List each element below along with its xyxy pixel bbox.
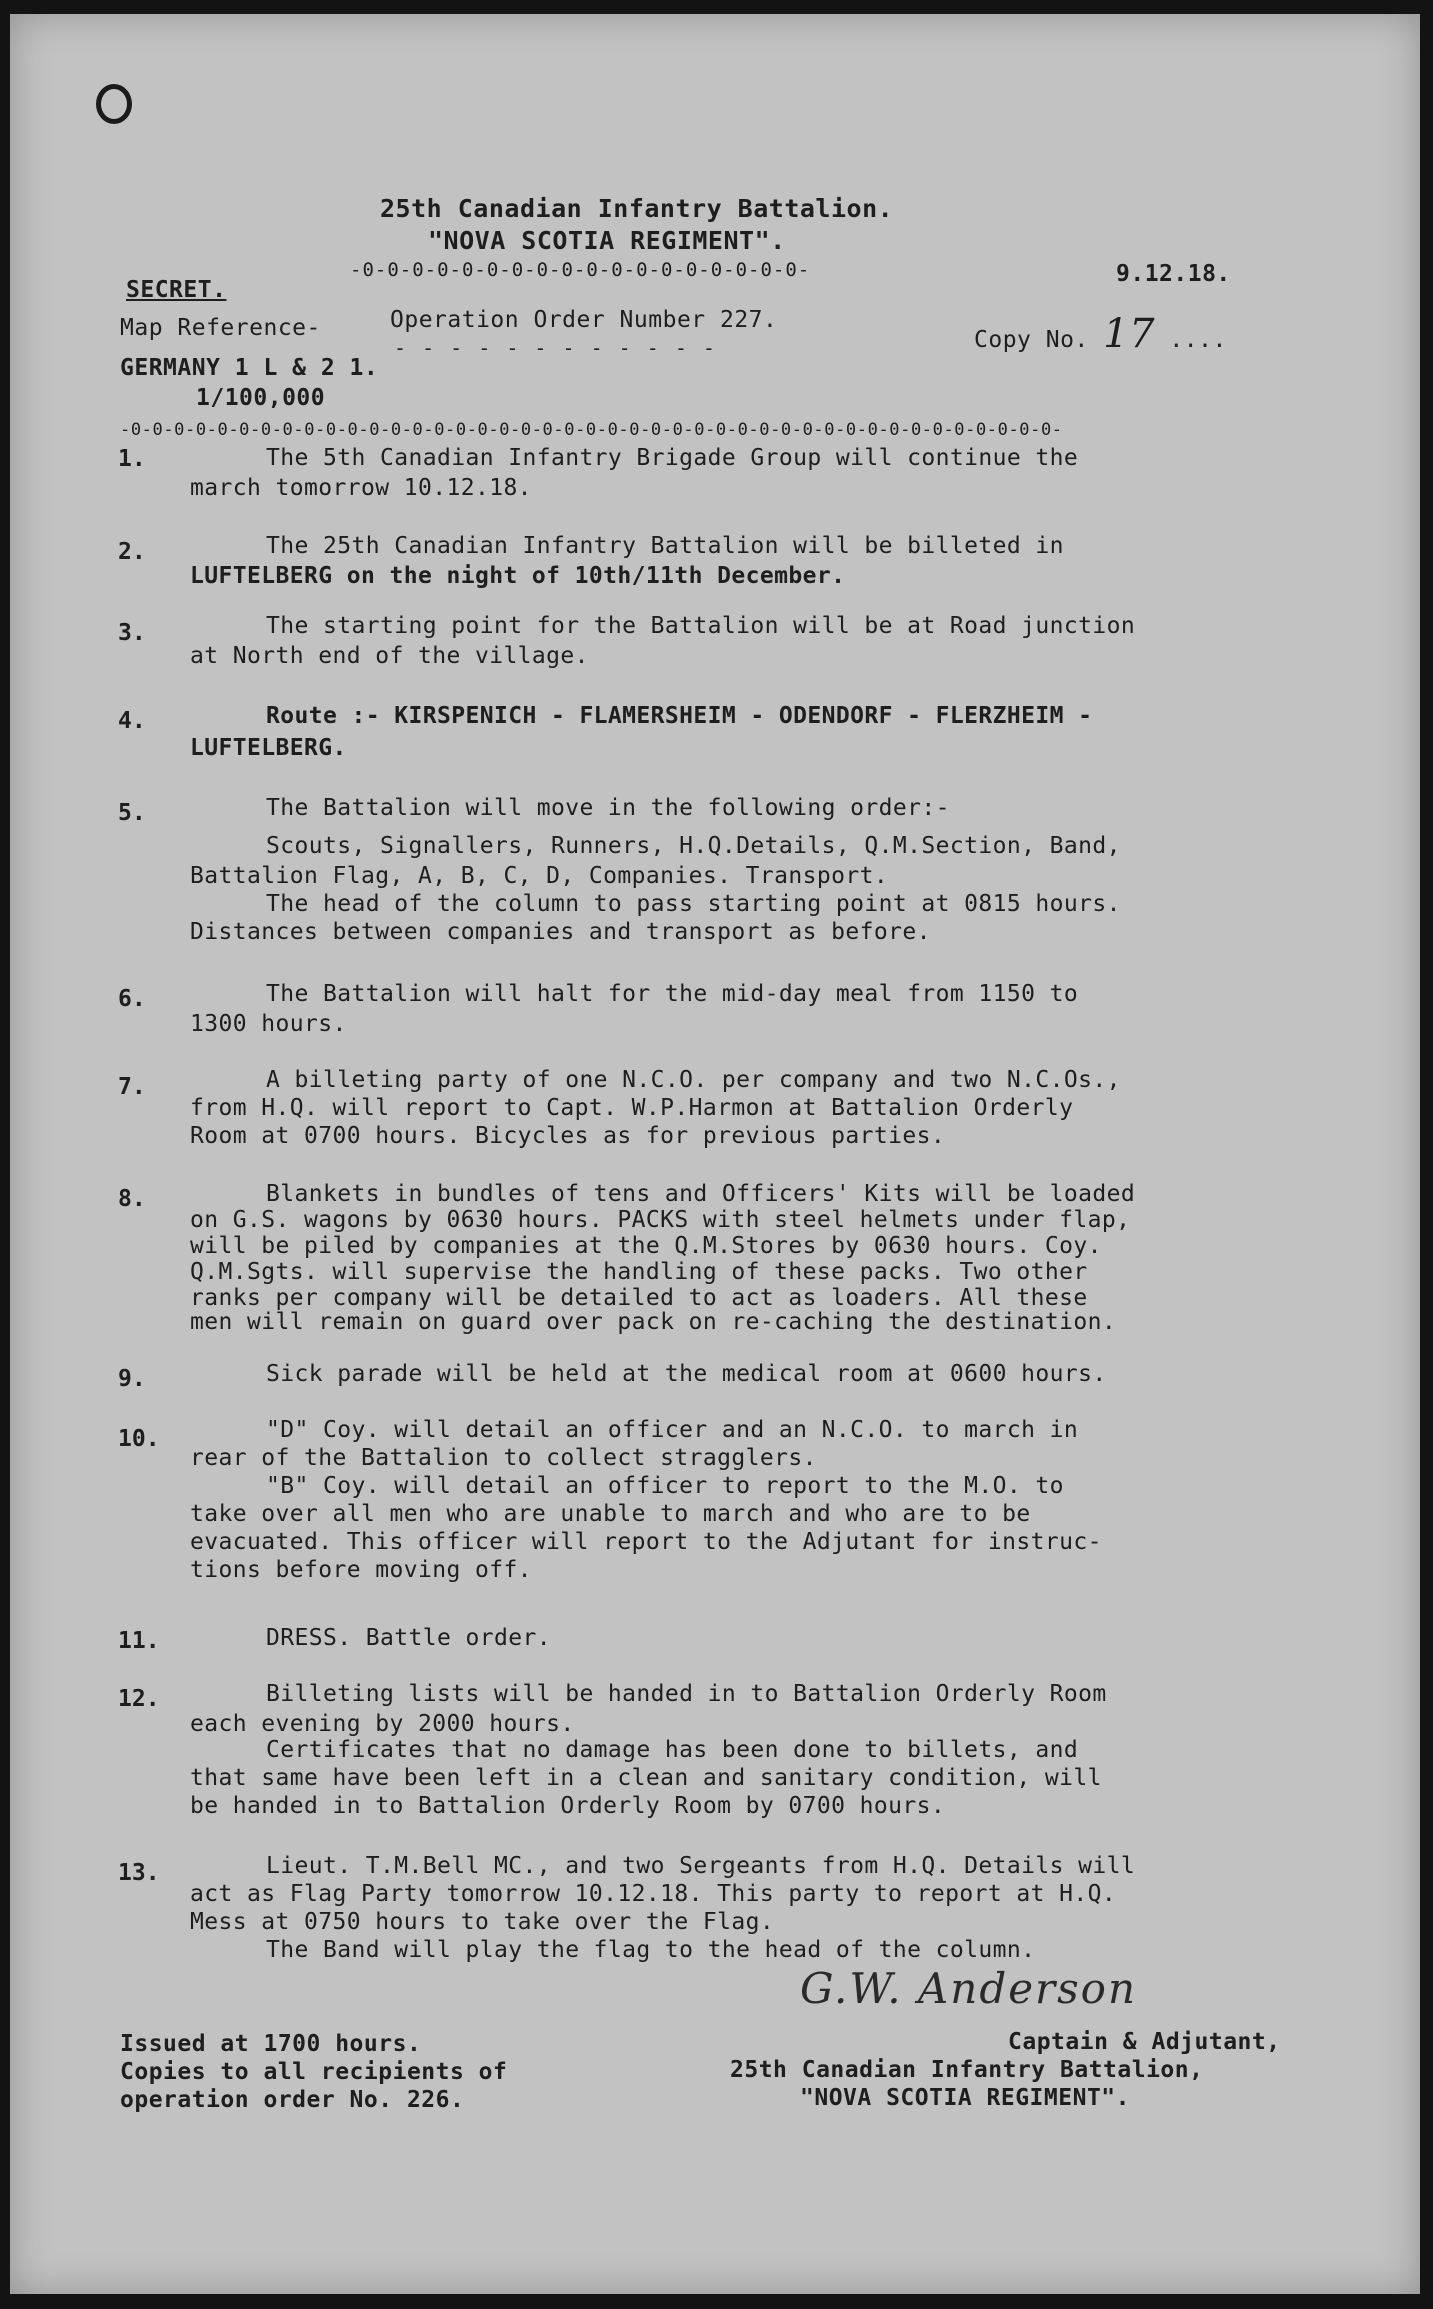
paragraph-line: ranks per company will be detailed to act as loaders. All these — [190, 1285, 1088, 1311]
paragraph-line: march tomorrow 10.12.18. — [190, 475, 532, 501]
signatory-regiment: "NOVA SCOTIA REGIMENT". — [800, 2085, 1130, 2111]
paragraph-line: The starting point for the Battalion will be at Road junction — [266, 613, 1136, 639]
copy-number: 17 — [1103, 311, 1156, 357]
issue-copies: Copies to all recipients of — [120, 2059, 508, 2085]
regiment-heading: "NOVA SCOTIA REGIMENT". — [428, 226, 786, 255]
section-divider: -0-0-0-0-0-0-0-0-0-0-0-0-0-0-0-0-0-0-0-0-0-0-0-0-0-0-0-0-0-0-0-0-0-0-0-0-0-0-0-0-0-0-0- — [120, 420, 1063, 440]
map-sheet: GERMANY 1 L & 2 1. — [120, 355, 379, 381]
paragraph-line: Billeting lists will be handed in to Battalion Orderly Room — [266, 1681, 1107, 1707]
paragraph-line: be handed in to Battalion Orderly Room by 0700 hours. — [190, 1793, 946, 1819]
paragraph-line: Certificates that no damage has been done to billets, and — [266, 1737, 1079, 1763]
paragraph-line: on G.S. wagons by 0630 hours. PACKS with steel helmets under flap, — [190, 1207, 1131, 1233]
paragraph-number: 12. — [118, 1686, 160, 1712]
order-title-underline: - - - - - - - - - - - - — [394, 336, 717, 360]
issue-time: Issued at 1700 hours. — [120, 2031, 422, 2057]
paragraph-line: Room at 0700 hours. Bicycles as for previous parties. — [190, 1123, 946, 1149]
paragraph-number: 10. — [118, 1426, 160, 1452]
paragraph-line: 1300 hours. — [190, 1011, 347, 1037]
paragraph-line: Scouts, Signallers, Runners, H.Q.Details, Q.M.Section, Band, — [266, 833, 1121, 859]
order-title: Operation Order Number 227. — [390, 307, 778, 333]
paragraph-number: 9. — [118, 1366, 146, 1392]
paragraph-line: Battalion Flag, A, B, C, D, Companies. Transport. — [190, 863, 889, 889]
paragraph-line: LUFTELBERG. — [190, 735, 347, 761]
paragraph-line: The 5th Canadian Infantry Brigade Group will continue the — [266, 445, 1079, 471]
classification-label: SECRET. — [126, 277, 227, 303]
paragraph-number: 3. — [118, 620, 146, 646]
paragraph-line: The 25th Canadian Infantry Battalion will be billeted in — [266, 533, 1064, 559]
document-page — [10, 14, 1420, 2294]
paragraph-line: Blankets in bundles of tens and Officers' Kits will be loaded — [266, 1181, 1136, 1207]
paragraph-number: 1. — [118, 446, 146, 472]
signatory-unit: 25th Canadian Infantry Battalion, — [730, 2057, 1204, 2083]
paragraph-line: at North end of the village. — [190, 643, 589, 669]
paragraph-line: Mess at 0750 hours to take over the Flag. — [190, 1909, 775, 1935]
paragraph-number: 7. — [118, 1074, 146, 1100]
paragraph-line: act as Flag Party tomorrow 10.12.18. This party to report at H.Q. — [190, 1881, 1117, 1907]
paragraph-line: The Battalion will move in the following order:- — [266, 795, 950, 821]
paragraph-line: The Band will play the flag to the head of the column. — [266, 1937, 1036, 1963]
paragraph-line: that same have been left in a clean and sanitary condition, will — [190, 1765, 1102, 1791]
paragraph-line: tions before moving off. — [190, 1557, 532, 1583]
issue-reference: operation order No. 226. — [120, 2087, 465, 2113]
paragraph-line: rear of the Battalion to collect stragglers. — [190, 1445, 817, 1471]
copy-number-label: Copy No. 17 .... — [974, 311, 1227, 357]
punch-hole-mark — [96, 84, 132, 124]
paragraph-line: LUFTELBERG on the night of 10th/11th December. — [190, 563, 846, 589]
paragraph-number: 11. — [118, 1628, 160, 1654]
paragraph-line: DRESS. Battle order. — [266, 1625, 551, 1651]
paragraph-line: "D" Coy. will detail an officer and an N.C.O. to march in — [266, 1417, 1079, 1443]
paragraph-number: 6. — [118, 986, 146, 1012]
paragraph-line: Sick parade will be held at the medical room at 0600 hours. — [266, 1361, 1107, 1387]
paragraph-line: Route :- KIRSPENICH - FLAMERSHEIM - ODENDORF - FLERZHEIM - — [266, 703, 1093, 729]
paragraph-line: Lieut. T.M.Bell MC., and two Sergeants from H.Q. Details will — [266, 1853, 1136, 1879]
unit-heading: 25th Canadian Infantry Battalion. — [380, 194, 894, 223]
paragraph-number: 13. — [118, 1860, 160, 1886]
paragraph-number: 8. — [118, 1186, 146, 1212]
paragraph-line: The Battalion will halt for the mid-day meal from 1150 to — [266, 981, 1079, 1007]
paragraph-line: The head of the column to pass starting point at 0815 hours. — [266, 891, 1121, 917]
paragraph-line: evacuated. This officer will report to the Adjutant for instruc- — [190, 1529, 1102, 1555]
paragraph-number: 5. — [118, 800, 146, 826]
paragraph-line: "B" Coy. will detail an officer to report to the M.O. to — [266, 1473, 1064, 1499]
paragraph-line: each evening by 2000 hours. — [190, 1711, 575, 1737]
paragraph-line: from H.Q. will report to Capt. W.P.Harmon at Battalion Orderly — [190, 1095, 1074, 1121]
paragraph-line: Distances between companies and transport as before. — [190, 919, 931, 945]
document-date: 9.12.18. — [1116, 261, 1231, 287]
paragraph-line: will be piled by companies at the Q.M.Stores by 0630 hours. Coy. — [190, 1233, 1102, 1259]
paragraph-line: Q.M.Sgts. will supervise the handling of these packs. Two other — [190, 1259, 1088, 1285]
paragraph-number: 2. — [118, 539, 146, 565]
paragraph-line: A billeting party of one N.C.O. per company and two N.C.Os., — [266, 1067, 1121, 1093]
copy-label: Copy No. — [974, 327, 1089, 353]
map-scale: 1/100,000 — [196, 385, 326, 411]
paragraph-line: take over all men who are unable to march and who are to be — [190, 1501, 1031, 1527]
map-reference-label: Map Reference- — [120, 315, 321, 341]
signatory-rank: Captain & Adjutant, — [1008, 2029, 1281, 2055]
paragraph-line: men will remain on guard over pack on re-caching the destination. — [190, 1309, 1117, 1335]
header-divider: -0-0-0-0-0-0-0-0-0-0-0-0-0-0-0-0-0-0- — [350, 259, 811, 281]
handwritten-signature: G.W. Anderson — [800, 1964, 1138, 2013]
paragraph-number: 4. — [118, 708, 146, 734]
